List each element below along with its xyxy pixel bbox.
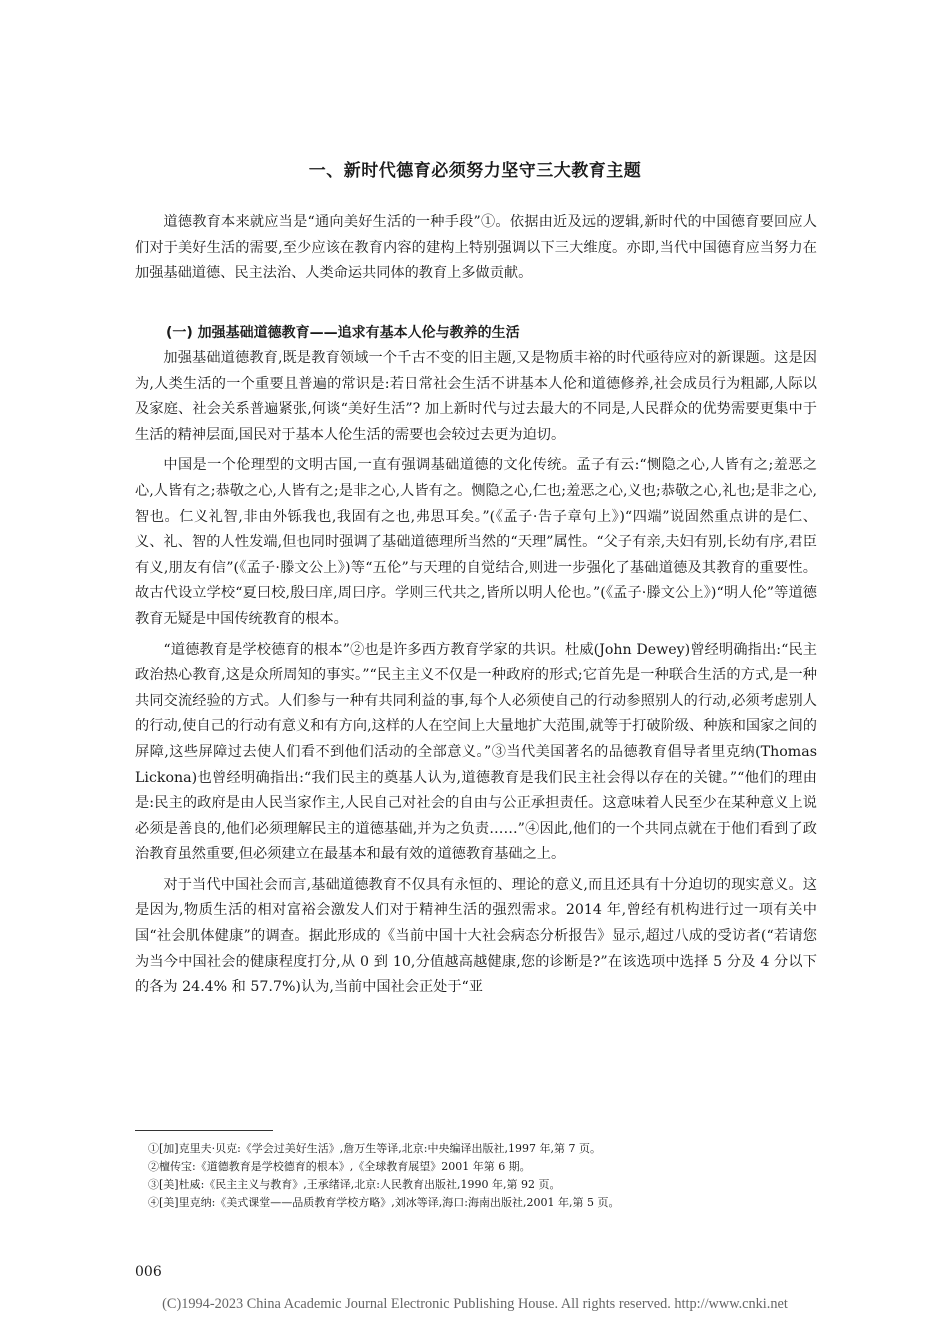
footnote: ①[加]克里夫·贝克:《学会过美好生活》,詹万生等译,北京:中央编译出版社,1997 年,第 7 页。 bbox=[148, 1142, 601, 1155]
copyright-notice: (C)1994-2023 China Academic Journal Electronic Publishing House. All rights reserved. http://www.cnki.net bbox=[162, 1296, 788, 1312]
paragraph: 中国是一个伦理型的文明古国,一直有强调基础道德的文化传统。孟子有云:“恻隐之心,人皆有之;羞恶之心,人皆有之;恭敬之心,人皆有之;是非之心,人皆有之。恻隐之心,仁也;羞恶之心,义也;恭敬之心,礼也;是非之心,智也。仁义礼智,非由外铄我也,我固有之也,弗思耳矣。”(《孟子·告子章句上》)“四端”说固然重点讲的是仁、义、礼、智的人性发端,但也同时强调了基础道德理所当然的“天理”属性。“父子有亲,夫妇有别,长幼有序,君臣有义,朋友有信”(《孟子·滕文公上》)等“五伦”与天理的自觉结合,则进一步强化了基础道德及其教育的重要性。故古代设立学校“夏曰校,殷曰庠,周曰序。学则三代共之,皆所以明人伦也。”(《孟子·滕文公上》)“明人伦”等道德教育无疑是中国传统教育的根本。 bbox=[135, 457, 817, 627]
intro-block bbox=[135, 210, 817, 287]
intro-paragraph: 道德教育本来就应当是“通向美好生活的一种手段”①。依据由近及远的逻辑,新时代的中国德育要回应人们对于美好生活的需要,至少应该在教育内容的建构上特别强调以下三大维度。亦即,当代中国德育应当努力在加强基础道德、民主法治、人类命运共同体的教育上多做贡献。 bbox=[135, 214, 817, 282]
paragraph: “道德教育是学校德育的根本”②也是许多西方教育学家的共识。杜威(John Dewey)曾经明确指出:“民主政治热心教育,这是众所周知的事实。”“民主主义不仅是一种政府的形式;它首先是一种联合生活的方式,是一种共同交流经验的方式。人们参与一种有共同利益的事,每个人必须使自己的行动参照别人的行动,必须考虑别人的行动,使自己的行动有意义和有方向,这样的人在空间上大量地扩大范围,就等于打破阶级、种族和国家之间的屏障,这些屏障过去使人们看不到他们活动的全部意义。”③当代美国著名的品德教育倡导者里克纳(Thomas Lickona)也曾经明确指出:“我们民主的奠基人认为,道德教育是我们民主社会得以存在的关键。”“他们的理由是:民主的政府是由人民当家作主,人民自己对社会的自由与公正承担责任。这意味着人民至少在某种意义上说必须是善良的,他们必须理解民主的道德基础,并为之负责……”④因此,他们的一个共同点就在于他们看到了政治教育虽然重要,但必须建立在最基本和最有效的道德教育基础之上。 bbox=[135, 641, 817, 863]
page-number: 006 bbox=[135, 1264, 162, 1280]
subsection-title: (一) 加强基础道德教育——追求有基本人伦与教养的生活 bbox=[166, 325, 520, 341]
footnote: ②檀传宝:《道德教育是学校德育的根本》,《全球教育展望》2001 年第 6 期。 bbox=[148, 1160, 531, 1173]
paragraph: 加强基础道德教育,既是教育领域一个千古不变的旧主题,又是物质丰裕的时代亟待应对的新课题。这是因为,人类生活的一个重要且普遍的常识是:若日常社会生活不讲基本人伦和道德修养,社会成员行为粗鄙,人际以及家庭、社会关系普遍紧张,何谈“美好生活”? 加上新时代与过去最大的不同是,人民群众的优势需要更集中于生活的精神层面,国民对于基本人伦生活的需要也会较过去更为迫切。 bbox=[135, 350, 817, 443]
footnote: ④[美]里克纳:《美式课堂——品质教育学校方略》,刘冰等译,海口:海南出版社,2001 年,第 5 页。 bbox=[148, 1196, 620, 1209]
section-title: 一、新时代德育必须努力坚守三大教育主题 bbox=[308, 161, 642, 181]
footnote: ③[美]杜威:《民主主义与教育》,王承绪译,北京:人民教育出版社,1990 年,第 92 页。 bbox=[148, 1178, 561, 1191]
footnotes bbox=[148, 1140, 828, 1212]
paragraph: 对于当代中国社会而言,基础道德教育不仅具有永恒的、理论的意义,而且还具有十分迫切的现实意义。这是因为,物质生活的相对富裕会激发人们对于精神生活的强烈需求。2014 年,曾经有机构进行过一项有关中国“社会肌体健康”的调查。据此形成的《当前中国十大社会病态分析报告》显示,超过八成的受访者(“若请您为当今中国社会的健康程度打分,从 0 到 10,分值越高越健康,您的诊断是?”在该选项中选择 5 分及 4 分以下的各为 24.4% 和 57.7%)认为,当前中国社会正处于“亚 bbox=[135, 876, 817, 996]
footnote-divider bbox=[135, 1130, 273, 1131]
main-text bbox=[135, 346, 817, 1006]
